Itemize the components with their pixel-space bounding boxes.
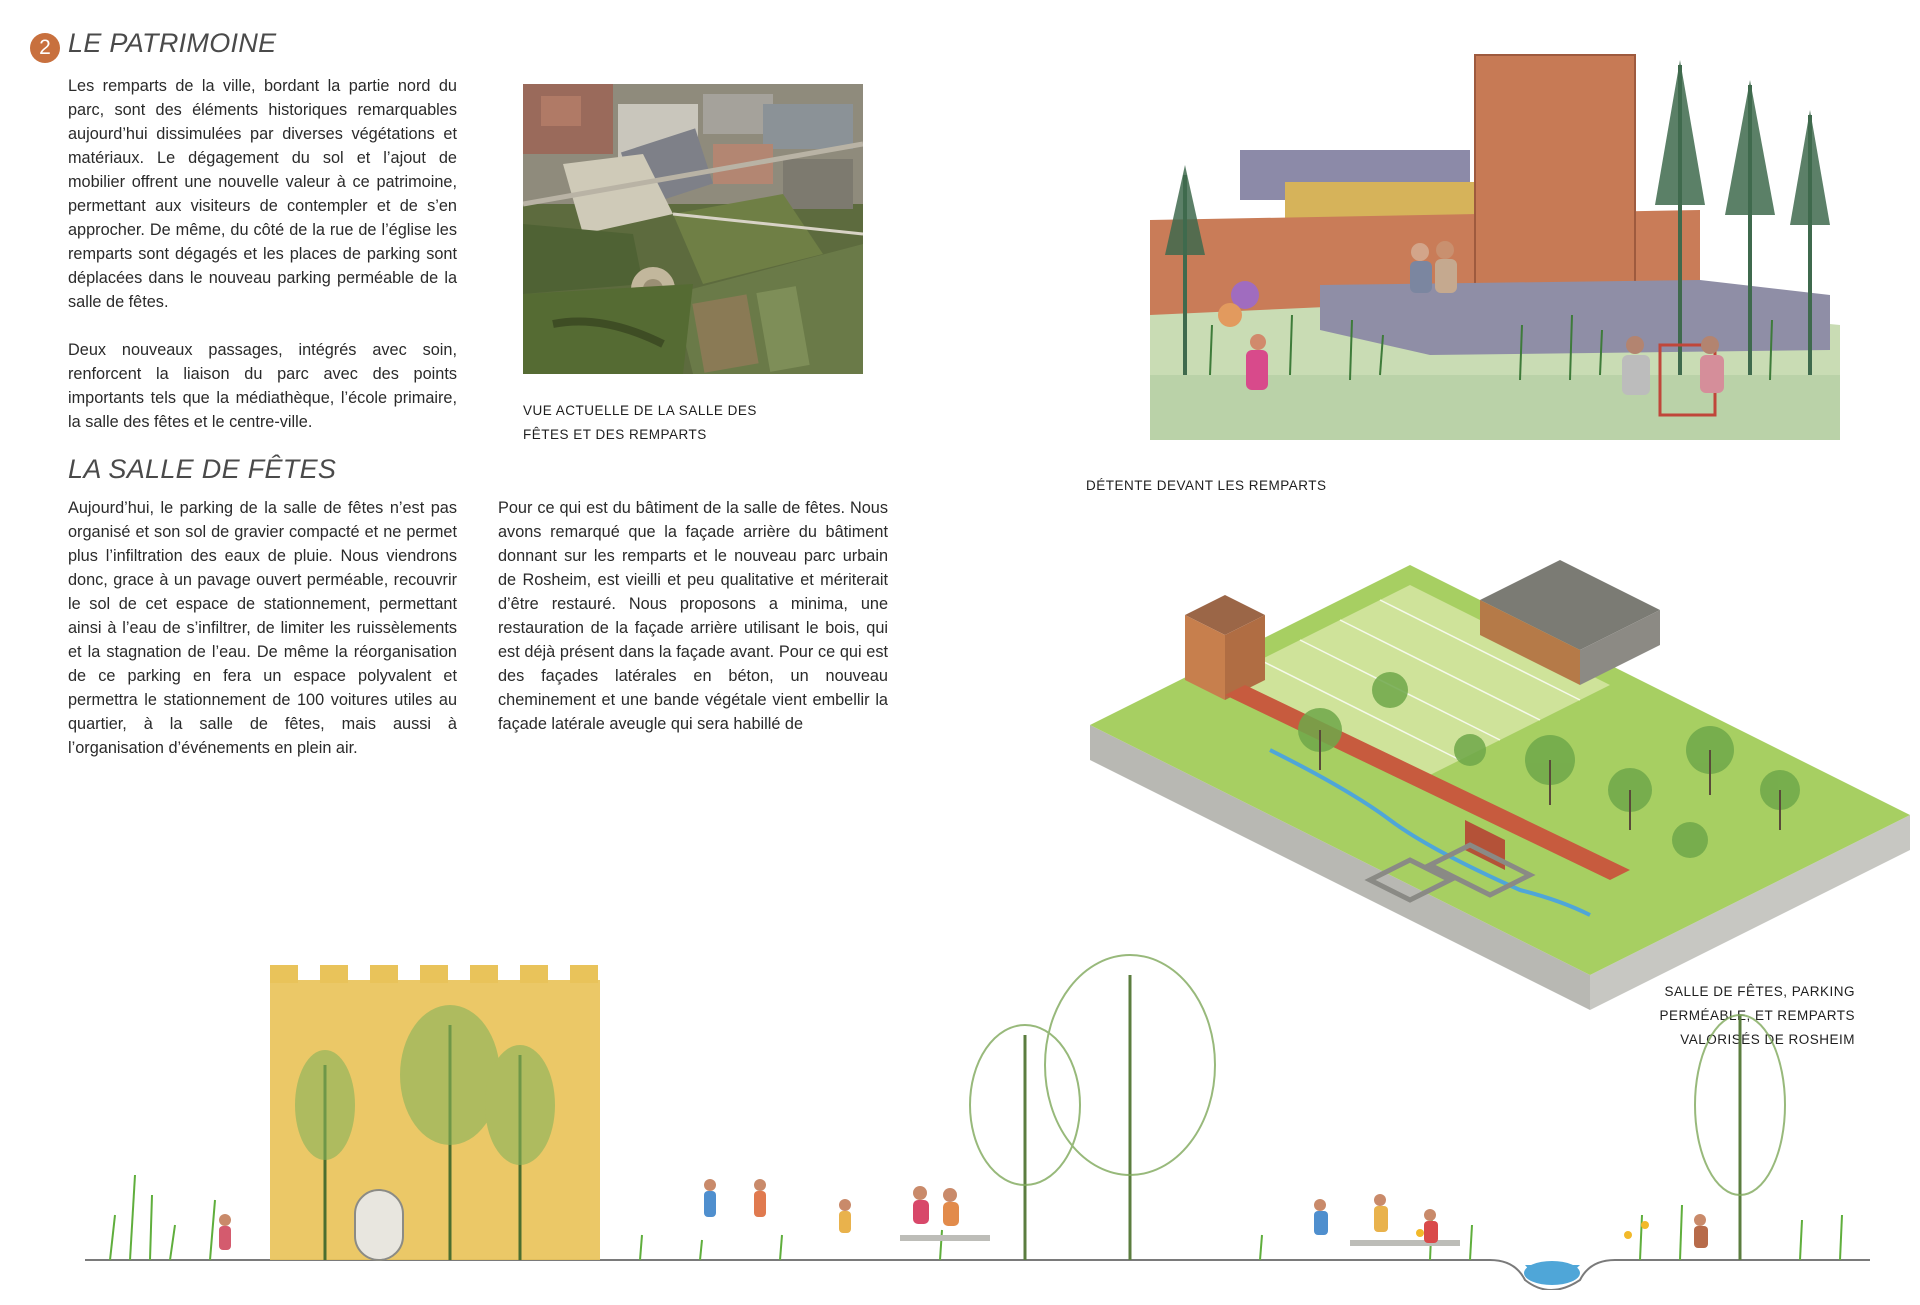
axo-caption-line-1: SALLE DE FÊTES, PARKING	[1664, 984, 1855, 999]
section-number-badge: 2	[30, 33, 60, 63]
intro-text: Les remparts de la ville, bordant la partie nord du parc, sont des éléments historiques remarquables aujourd’hui dissimulées par diverses végétations et matériaux. Le dégagement du sol et l’ajout de mobilier offrent une nouvelle valeur à ce patrimoine, permettant aux visiteurs de contempler et de s’en approcher. De même, du côté de la rue de l’église les remparts sont dégagés et les places de parking sont déplacées dans le nouveau parking perméable de la salle de fêtes.	[68, 77, 457, 311]
col2-text: Pour ce qui est du bâtiment de la salle de fêtes. Nous avons remarqué que la façade arrière du bâtiment donnant sur les remparts et le nouveau parc urbain de Rosheim, est vieilli et peu qualitative et mériterait d’être restauré. Nous proposons a minima, une restauration de la façade arrière utilisant le bois, qui est déjà présent dans la façade avant. Pour ce qui est des façades latérales en béton, un nouveau cheminement et une bande végétale vient embellir la façade latérale aveugle qui sera habillé de	[498, 499, 888, 733]
aerial-caption	[523, 399, 757, 447]
axo-caption-line-3: VALORISÉS DE ROSHEIM	[1680, 1032, 1855, 1047]
col1-text: Aujourd’hui, le parking de la salle de fêtes n’est pas organisé et son sol de gravier compacté et ne permet plus l’infiltration des eaux de pluie. Nous viendrons donc, grace à un pavage ouvert perméable, recouvrir le sol de cet espace de stationnement, permettant ainsi à l’eau de s’infiltrer, de limiter les ruissèlements et la stagnation de l’eau. De même la réorganisation de ce parking en fera un espace polyvalent et permettra le stationnement de 100 voitures utiles au quartier, à la salle de fêtes, mais aussi à l’organisation d’événements en plein air.	[68, 499, 457, 757]
passages-text: Deux nouveaux passages, intégrés avec soin, renforcent la liaison du parc avec des points importants tels que la médiathèque, l’école primaire, la salle des fêtes et le centre-ville.	[68, 341, 457, 431]
intro-paragraph	[68, 74, 457, 434]
subsection-title: LA SALLE DE FÊTES	[68, 454, 337, 484]
axo-caption-line-2: PERMÉABLE, ET REMPARTS	[1659, 1008, 1855, 1023]
rampart-relaxation-drawing	[1140, 45, 1850, 455]
aerial-caption-line-2: FÊTES ET DES REMPARTS	[523, 427, 707, 442]
section-title: LE PATRIMOINE	[68, 28, 277, 58]
detente-caption: DÉTENTE DEVANT LES REMPARTS	[1086, 478, 1327, 493]
aerial-photo	[523, 84, 863, 374]
aerial-caption-line-1: VUE ACTUELLE DE LA SALLE DES	[523, 403, 757, 418]
subsection-column-2	[498, 496, 888, 736]
subsection-column-1	[68, 496, 457, 760]
section-elevation-drawing	[80, 915, 1880, 1290]
